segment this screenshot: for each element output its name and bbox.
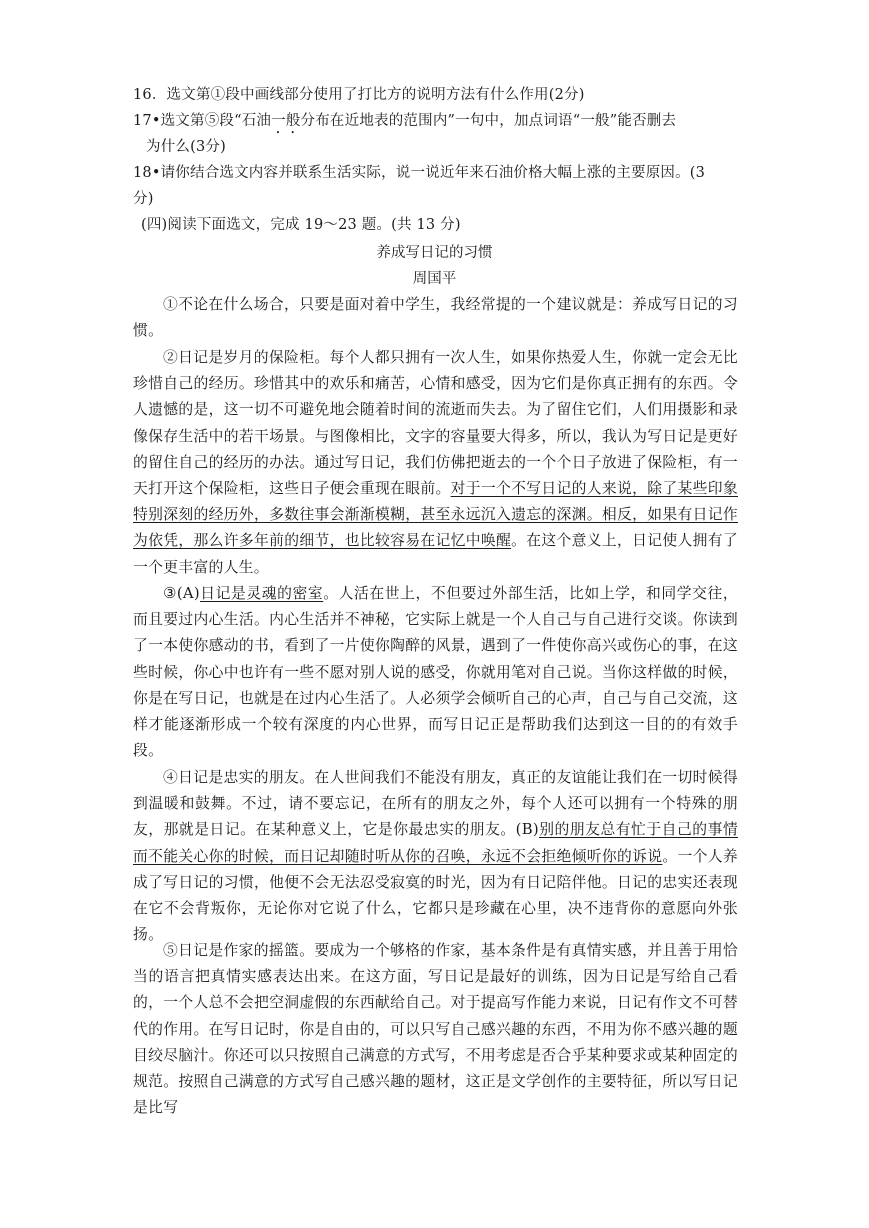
article-author: 周国平 bbox=[412, 271, 457, 287]
paragraph-4-ending: 。一个人养成了写日记的习惯，他便不会无法忍受寂寞的时光，因为有日记陪伴他。日记的忠实还表现在它不会背叛你，无论你对它说了什么，它都只是珍藏在心里，决不违背你的意愿向外张扬。 bbox=[133, 847, 738, 944]
underlined-phrase-a: 日记是灵魂的密室 bbox=[199, 585, 324, 602]
paragraph-5: ⑤日记是作家的摇篮。要成为一个够格的作家，基本条件是有真情实感，并且善于用恰当的语言把真情实感表达出来。在这方面，写日记是最好的训练，因为日记是写给自己看的，一个人总不会把空洞虚假的东西献给自己。对于提高写作能力来说，日记有作文不可替代的作用。在写日记时，你是自由的，可以只写自己感兴趣的东西，不用为你不感兴趣的题目绞尽脑汁。你还可以只按照自己满意的方式写，不用考虑是否合乎某种要求或某种固定的规范。按照自己满意的方式写自己感兴趣的题材，这正是文学创作的主要特征，所以写日记是比写 bbox=[133, 942, 738, 1117]
question-17 bbox=[133, 108, 743, 137]
paragraph-2-text: ②日记是岁月的保险柜。每个人都只拥有一次人生，如果你热爱人生，你就一定会无比珍惜自己的经历。珍惜其中的欢乐和痛苦，心情和感受，因为它们是你真正拥有的东西。令人遗憾的是，这一切不可避免地会随着时间的流逝而失去。为了留住它们，人们用摄影和录像保存生活中的若干场景。与图像相比，文字的容量要大得多，所以，我认为写日记是更好的留住自己的经历的办法。通过写日记，我们仿佛把逝去的一个个日子放进了保险柜，有一天打开这个保险柜，这些日子便会重现在眼前。 bbox=[133, 349, 738, 498]
paragraph-2 bbox=[133, 345, 738, 581]
question-17-text-start: 17•选文第⑤段“石油 bbox=[133, 113, 272, 129]
question-17-continuation: 为什么(3分) bbox=[146, 139, 226, 155]
paragraph-1: ①不论在什么场合，只要是面对着中学生，我经常提的一个建议就是：养成写日记的习惯。 bbox=[133, 296, 738, 340]
question-17-text-end: 分布在近地表的范围内”一句中，加点词语“一般”能否删去 bbox=[300, 113, 677, 129]
dotted-word: 一般 bbox=[271, 113, 301, 129]
paragraph-4 bbox=[133, 765, 738, 948]
underlined-sentence: 对于一个不写日记的人来说，除了某些印象特别深刻的经历外，多数往事会渐渐模糊，甚至永远沉入遗忘的深渊。相反，如果有日记作为依凭，那么许多年前的细节，也比较容易在记忆中唤醒 bbox=[133, 480, 738, 550]
section-intro: (四)阅读下面选文，完成 19～23 题。(共 13 分) bbox=[141, 217, 461, 233]
underlined-sentence-b: 别的朋友总有忙于自己的事情而不能关心你的时候，而日记却随时听从你的召唤，永远不会拒绝倾听你的诉说 bbox=[133, 821, 738, 865]
paragraph-3-text: 。人活在世上，不但要过外部生活，比如上学，和同学交往，而且要过内心生活。内心生活并不神秘，它实际上就是一个人自己与自己进行交谈。你读到了一本使你感动的书，看到了一片使你陶醉的风景，遇到了一件使你高兴或伤心的事，在这些时候，你心中也许有一些不愿对别人说的感受，你就用笔对自己说。当你这样做的时候，你是在写日记，也就是在过内心生活了。人必须学会倾听自己的心声，自己与自己交流，这样才能逐渐形成一个较有深度的内心世界，而写日记正是帮助我们达到这一目的的有效手段。 bbox=[133, 585, 738, 760]
question-16: 16．选文第①段中画线部分使用了打比方的说明方法有什么作用(2分) bbox=[133, 87, 585, 103]
paragraph-2-ending: 。在这个意义上，日记使人拥有了一个更丰富的人生。 bbox=[133, 532, 738, 576]
article-title: 养成写日记的习惯 bbox=[376, 245, 493, 261]
marker-a: ③(A) bbox=[163, 585, 200, 602]
question-18-continuation: 分) bbox=[133, 191, 154, 207]
paragraph-4-text: ④日记是忠实的朋友。在人世间我们不能没有朋友，真正的友谊能让我们在一切时候得到温暖和鼓舞。不过，请不要忘记，在所有的朋友之外，每个人还可以拥有一个特殊的朋友，那就是日记。在某种意义上，它是你最忠实的朋友。(B) bbox=[133, 769, 738, 839]
question-18: 18•请你结合选文内容并联系生活实际，说一说近年来石油价格大幅上涨的主要原因。(3 bbox=[133, 165, 706, 181]
paragraph-3 bbox=[133, 581, 738, 764]
